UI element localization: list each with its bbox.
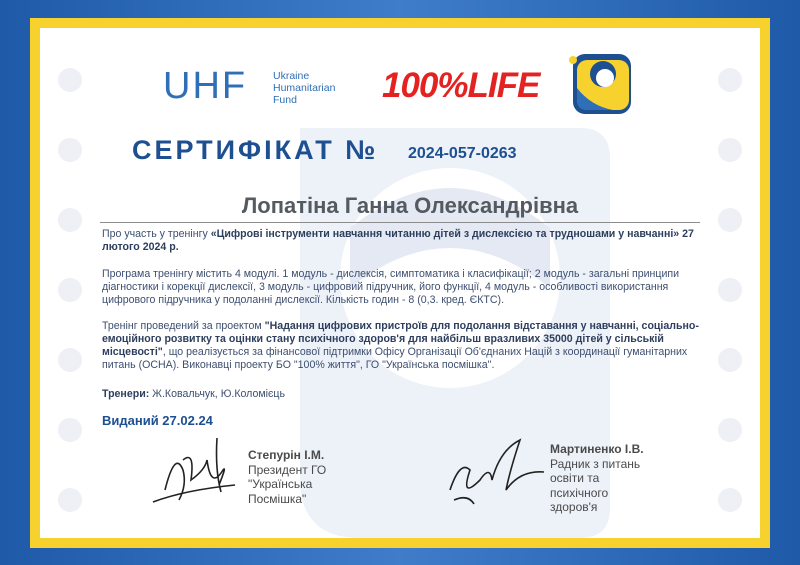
- trainers-names: Ж.Ковальчук, Ю.Коломієць: [149, 388, 285, 400]
- signer-2-title-line: здоров'я: [550, 500, 598, 514]
- certificate-paper: [40, 28, 760, 538]
- uhf-caption-line: Fund: [273, 94, 297, 106]
- project-suffix: , що реалізується за фінансової підтримки Офісу Організації Об'єднаних Націй з координації гуманітарних питань (OCHA). Виконавці проекту БО "100% життя", ГО "Українська посмішка".: [102, 346, 688, 371]
- uhf-caption-line: Ukraine: [273, 70, 310, 82]
- signer-1: [248, 448, 358, 506]
- signer-2-name: Мартиненко І.В.: [550, 442, 644, 456]
- signer-2-title-line: освіти та: [550, 471, 600, 485]
- project-title: "Надання цифрових пристроїв для подолання відставання у навчанні, соціально- емоційного розвитку та оцінки стану психічного здоров'я для найбільш вразливих 35000 дітей у сільській місцевості": [102, 320, 699, 358]
- uhf-logo-caption: [273, 70, 363, 106]
- participation-paragraph: [102, 228, 702, 254]
- signer-1-title-line: "Українська: [248, 477, 313, 491]
- recipient-name: Лопатіна Ганна Олександрівна: [241, 193, 579, 218]
- issued-date: Виданий 27.02.24: [102, 413, 213, 428]
- project-paragraph: [102, 320, 702, 372]
- signature-1: [145, 430, 245, 510]
- certificate-number: 2024-057-0263: [408, 145, 517, 162]
- trainers-label: Тренери:: [102, 388, 150, 400]
- project-prefix: Тренінг проведений за проектом: [102, 320, 265, 332]
- signer-1-name: Степурін І.М.: [248, 448, 325, 462]
- signature-2: [440, 430, 550, 510]
- uhf-caption-line: Humanitarian: [273, 82, 336, 94]
- certificate-title: СЕРТИФІКАТ №: [132, 135, 379, 165]
- uhf-logo-text: UHF: [163, 65, 248, 107]
- participation-prefix: Про участь у тренінгу: [102, 228, 211, 240]
- signer-2: [550, 442, 660, 515]
- ukrainian-smile-logo: [567, 48, 635, 120]
- signer-1-title-line: Президент ГО: [248, 462, 327, 477]
- signer-1-title-line: Посмішка": [248, 491, 307, 506]
- 100-life-logo: 100%LIFE: [382, 66, 540, 105]
- trainers-line: [102, 388, 702, 401]
- program-paragraph: Програма тренінгу містить 4 модулі. 1 модуль - дислексія, симптоматика і класифікації; 2 модуль - загальні принципи діагностики і корекції дислексії, 3 модуль - цифровий підручник, його функції, 4 модуль - особливості використання цифрового підручника у подоланні дислексії. Кількість годин - 8 (0,3. кред. ЄКТС).: [102, 268, 680, 306]
- training-title: «Цифрові інструменти навчання читанню дітей з дислексією та трудношами у навчанні» 27 лютого 2024 р.: [102, 228, 694, 253]
- name-underline: [100, 222, 700, 223]
- signer-2-title-line: Радник з питань: [550, 456, 641, 471]
- uhf-logo: [163, 65, 336, 107]
- signer-2-title-line: психічного: [550, 485, 609, 500]
